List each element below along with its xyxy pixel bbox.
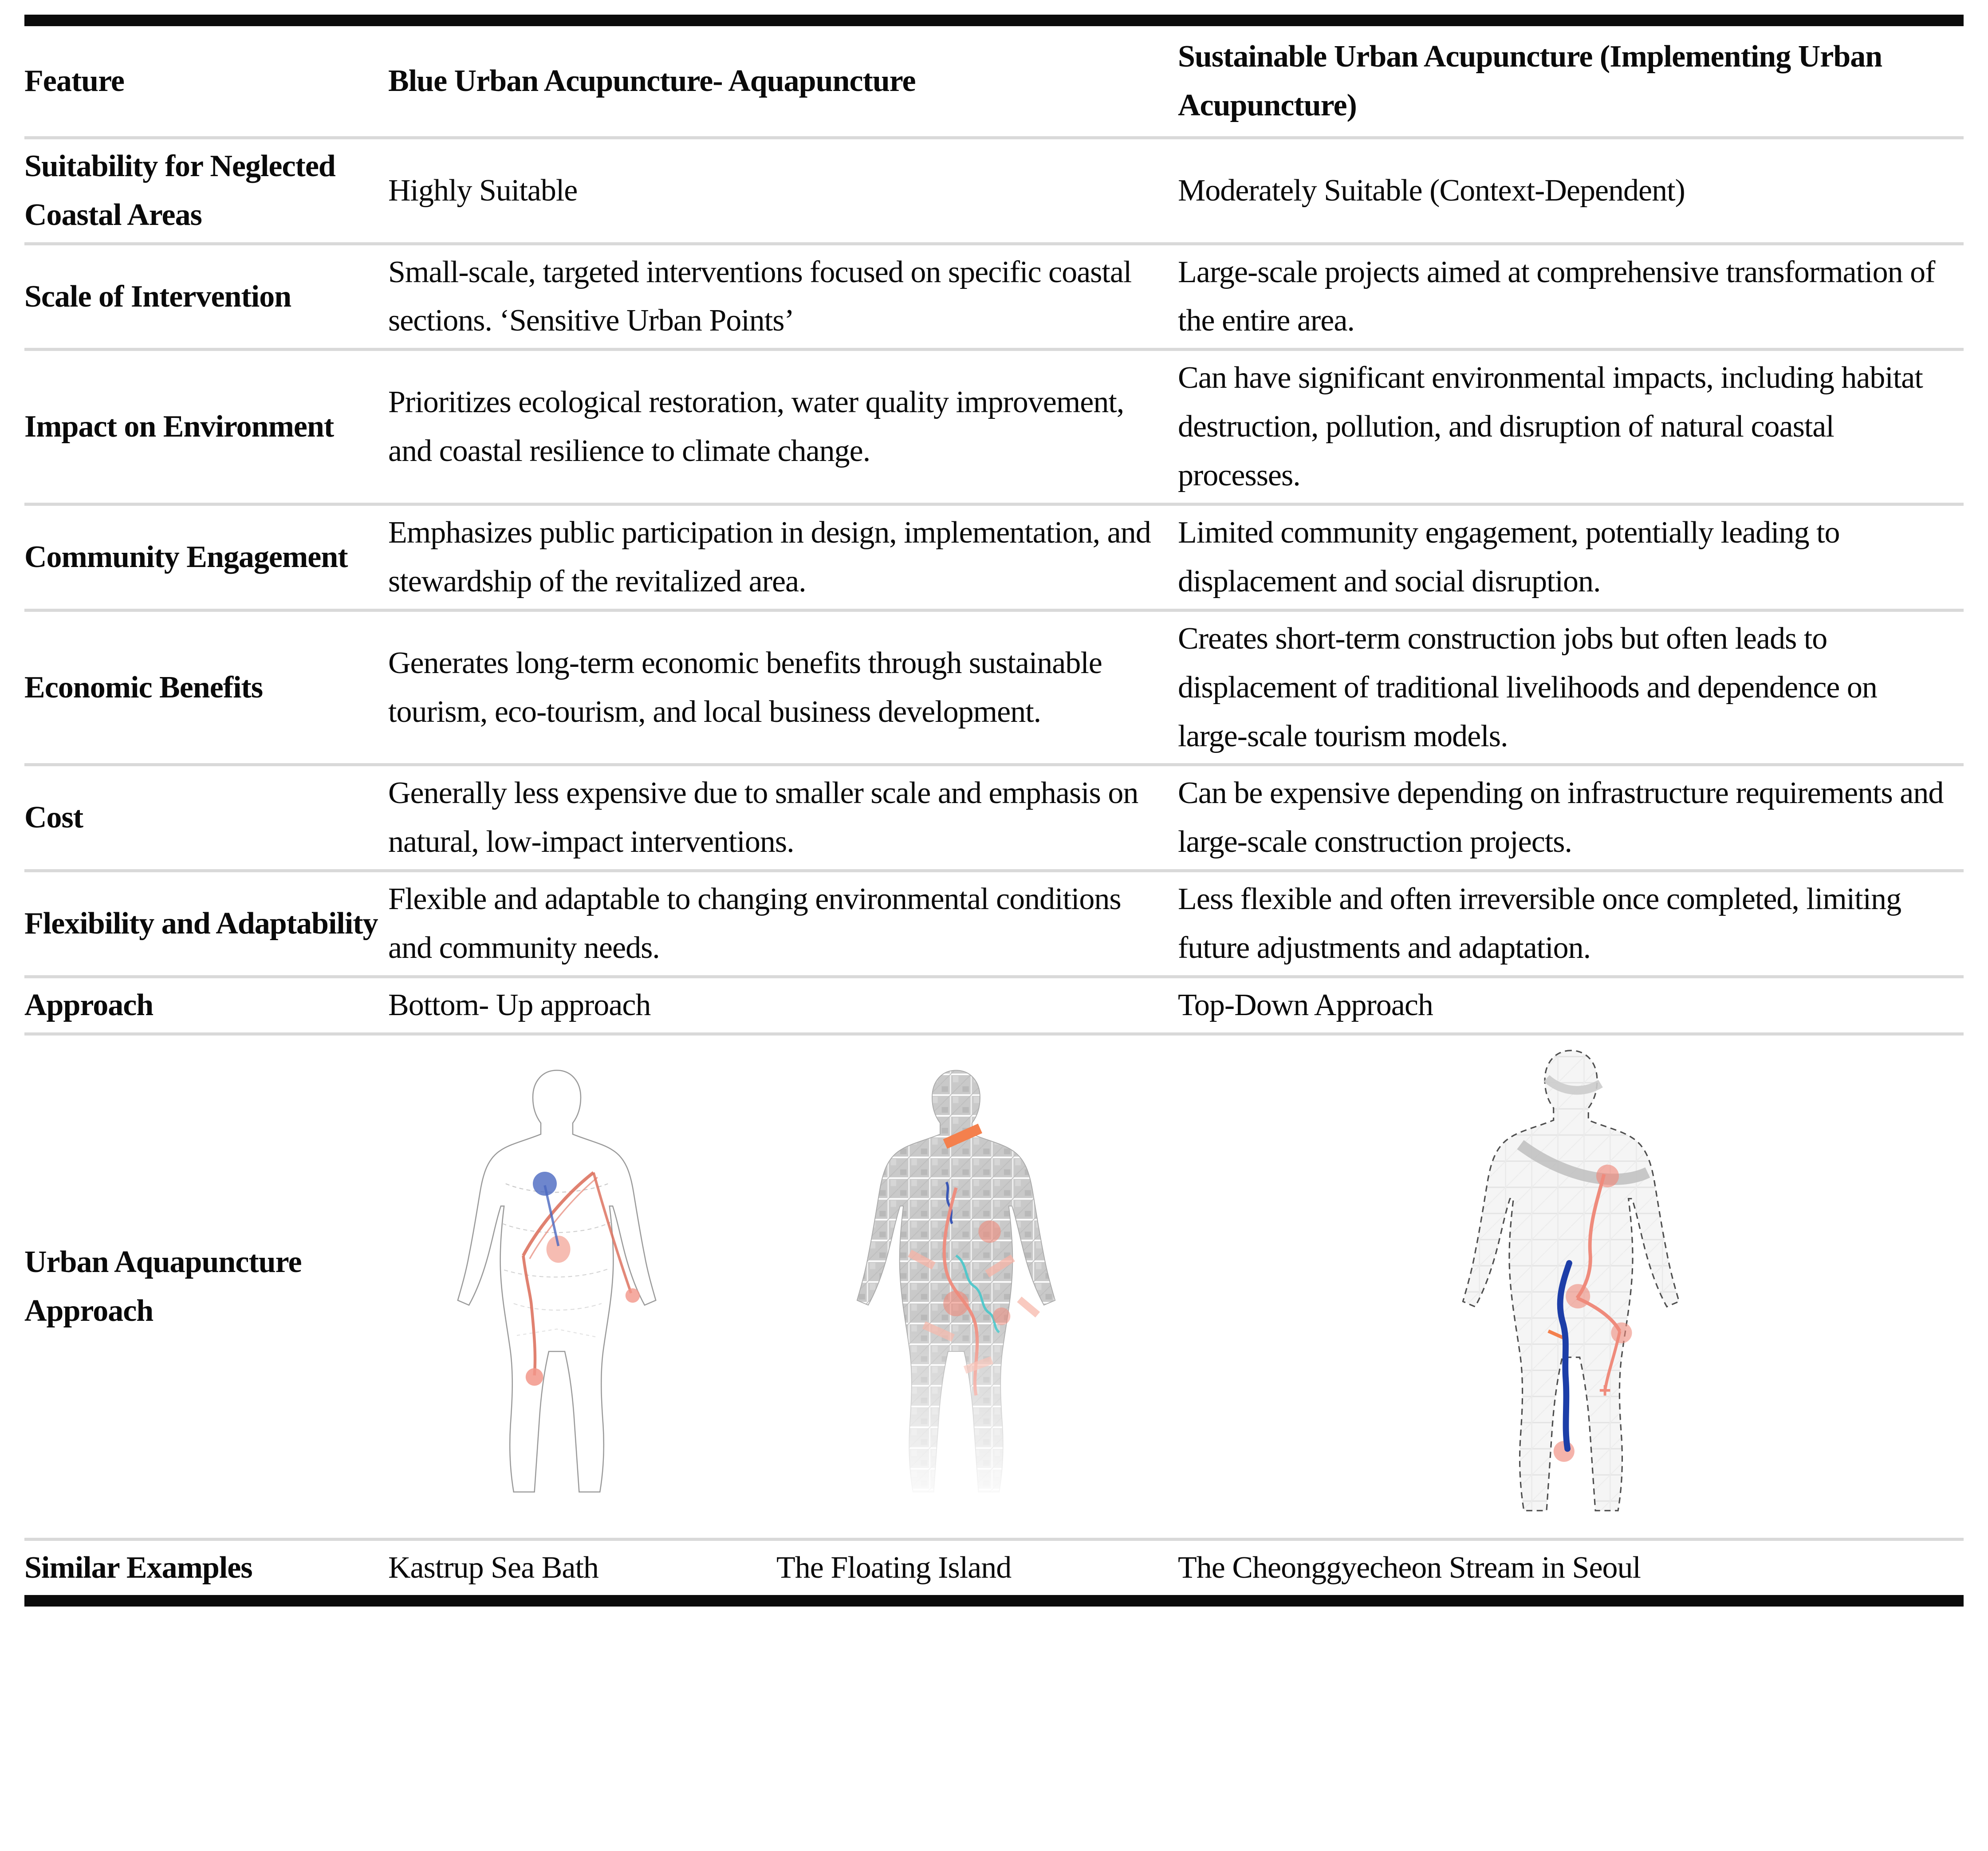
cell-flexibility-blue: Flexible and adaptable to changing environmental conditions and community needs. bbox=[388, 882, 1121, 965]
cell-scale-blue: Small-scale, targeted interventions focused on specific coastal sections. ‘Sensitive Urban Points’ bbox=[388, 255, 1132, 338]
body-map-stream-figure bbox=[1440, 1044, 1702, 1532]
cell-examples-feature: Similar Examples bbox=[24, 1550, 252, 1585]
cell-community-blue: Emphasizes public participation in design, implementation, and stewardship of the revitalized area. bbox=[388, 516, 1151, 599]
row-community bbox=[24, 503, 1964, 609]
cell-cost-blue: Generally less expensive due to smaller scale and emphasis on natural, low-impact interventions. bbox=[388, 776, 1138, 859]
header-blue-acupuncture-cell: Blue Urban Acupuncture- Aquapuncture bbox=[388, 63, 916, 98]
row-flexibility bbox=[24, 869, 1964, 975]
table-top-rule bbox=[24, 15, 1964, 26]
sustainable-acupuncture-figure-cell bbox=[1178, 1036, 1964, 1538]
row-scale bbox=[24, 242, 1964, 348]
body-map-outline-figure bbox=[437, 1064, 677, 1511]
row-suitability bbox=[24, 136, 1964, 242]
table-bottom-rule bbox=[24, 1595, 1964, 1607]
cell-aquapuncture-feature: Urban Aquapuncture Approach bbox=[24, 1245, 302, 1328]
table-header-row bbox=[24, 26, 1964, 136]
cell-examples-sustainable: The Cheonggyecheon Stream in Seoul bbox=[1178, 1550, 1641, 1585]
cell-community-feature: Community Engagement bbox=[24, 540, 348, 574]
cell-flexibility-sustainable: Less flexible and often irreversible once completed, limiting future adjustments and adaptation. bbox=[1178, 882, 1901, 965]
cell-scale-sustainable: Large-scale projects aimed at comprehensive transformation of the entire area. bbox=[1178, 255, 1935, 338]
cell-suitability-sustainable: Moderately Suitable (Context-Dependent) bbox=[1178, 173, 1685, 208]
header-sustainable-acupuncture-cell: Sustainable Urban Acupuncture (Implementing Urban Acupuncture) bbox=[1178, 39, 1882, 122]
blue-aquapuncture-figures-cell bbox=[388, 1056, 1178, 1517]
example-kastrup-sea-bath: Kastrup Sea Bath bbox=[388, 1550, 598, 1585]
row-cost bbox=[24, 763, 1964, 869]
row-aquapuncture-figures bbox=[24, 1032, 1964, 1538]
header-feature-cell: Feature bbox=[24, 63, 124, 98]
cell-economic-sustainable: Creates short-term construction jobs but often leads to displacement of traditional livelihoods and dependence on large-scale tourism models. bbox=[1178, 621, 1877, 753]
cell-approach-blue: Bottom- Up approach bbox=[388, 988, 651, 1023]
cell-impact-sustainable: Can have significant environmental impacts, including habitat destruction, pollution, and disruption of natural coastal processes. bbox=[1178, 361, 1923, 493]
row-impact bbox=[24, 348, 1964, 503]
cell-impact-blue: Prioritizes ecological restoration, water quality improvement, and coastal resilience to climate change. bbox=[388, 385, 1124, 469]
cell-economic-feature: Economic Benefits bbox=[24, 670, 263, 705]
body-map-filled-figure bbox=[836, 1064, 1076, 1511]
cell-scale-feature: Scale of Intervention bbox=[24, 279, 291, 314]
cell-economic-blue: Generates long-term economic benefits through sustainable tourism, eco-tourism, and local business development. bbox=[388, 646, 1102, 729]
cell-suitability-blue: Highly Suitable bbox=[388, 173, 578, 208]
cell-flexibility-feature: Flexibility and Adaptability bbox=[24, 906, 378, 941]
cell-suitability-feature: Suitability for Neglected Coastal Areas bbox=[24, 149, 335, 232]
row-economic bbox=[24, 609, 1964, 764]
cell-impact-feature: Impact on Environment bbox=[24, 410, 334, 444]
cell-approach-sustainable: Top-Down Approach bbox=[1178, 988, 1433, 1023]
cell-cost-feature: Cost bbox=[24, 800, 83, 835]
cell-approach-feature: Approach bbox=[24, 988, 154, 1023]
cell-cost-sustainable: Can be expensive depending on infrastructure requirements and large-scale construction projects. bbox=[1178, 776, 1944, 859]
cell-examples-blue bbox=[388, 1541, 1178, 1595]
example-floating-island: The Floating Island bbox=[776, 1550, 1012, 1585]
row-approach bbox=[24, 975, 1964, 1032]
row-similar-examples bbox=[24, 1538, 1964, 1595]
comparison-table bbox=[24, 26, 1964, 1595]
cell-community-sustainable: Limited community engagement, potentially leading to displacement and social disruption. bbox=[1178, 516, 1840, 599]
